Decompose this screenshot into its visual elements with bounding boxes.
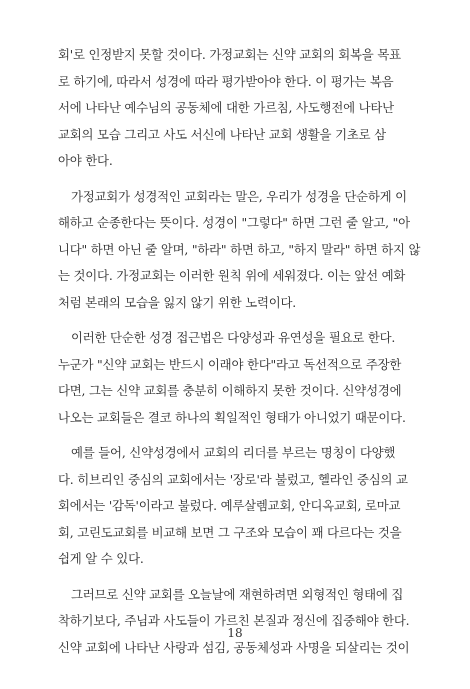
text-line: 로 하기에, 따라서 성경에 따라 평가받아야 한다. 이 평가는 복음 — [58, 73, 394, 89]
text-line: 교회의 모습 그리고 사도 서신에 나타난 교회 생활을 기초로 삼 — [58, 126, 386, 142]
text-line: 해하고 순종한다는 뜻이다. 성경이 "그렇다" 하면 그런 줄 알고, "아 — [58, 215, 410, 230]
text-line: 가정교회가 성경적인 교회라는 말은, 우리가 성경을 단순하게 이 — [71, 188, 407, 204]
text-line: 누군가 "신약 교회는 반드시 이래야 한다"라고 독선적으로 주장한 — [58, 356, 402, 372]
paragraph-4 — [58, 440, 414, 573]
paragraph-5 — [58, 582, 414, 662]
page-number: 18 — [227, 626, 243, 640]
document-page — [58, 42, 421, 670]
text-line: 이러한 단순한 성경 접근법은 다양성과 유연성을 필요로 한다. — [71, 330, 396, 345]
text-line: 쉽게 알 수 있다. — [58, 551, 144, 566]
text-line: 니다" 하면 아닌 줄 알며, "하라" 하면 하고, "하지 말라" 하면 하지 않 — [58, 241, 421, 257]
text-line: 처럼 본래의 모습을 잃지 않기 위한 노력이다. — [58, 294, 297, 310]
text-line: 다. 히브리인 중심의 교회에서는 '장로'라 불렀고, 헬라인 중심의 교 — [58, 471, 408, 487]
text-line: 신약 교회에 나타난 사랑과 섬김, 공동체성과 사명을 되살리는 것이 — [58, 639, 410, 655]
text-line: 다면, 그는 신약 교회를 충분히 이해하지 못한 것이다. 신약성경에 — [58, 383, 402, 398]
text-line: 회에서는 '감독'이라고 불렀다. 예루살렘교회, 안디옥교회, 로마교 — [58, 498, 401, 513]
text-line: 그러므로 신약 교회를 오늘날에 재현하려면 외형적인 형태에 집 — [71, 586, 404, 602]
paragraph-2 — [58, 184, 421, 317]
text-line: 회, 고린도교회를 비교해 보면 그 구조와 모습이 꽤 다르다는 것을 — [58, 524, 402, 540]
text-line: 서에 나타난 예수님의 공동체에 대한 가르침, 사도행전에 나타난 — [58, 100, 394, 115]
text-line: 는 것이다. 가정교회는 이러한 원칙 위에 세워졌다. 이는 앞선 예화 — [58, 268, 406, 283]
text-line: 아야 한다. — [58, 153, 113, 168]
text-line: 나오는 교회들은 결코 하나의 획일적인 형태가 아니었기 때문이다. — [58, 409, 406, 425]
text-line: 예를 들어, 신약성경에서 교회의 리더를 부르는 명칭이 다양했 — [71, 445, 396, 460]
paragraph-3 — [58, 325, 414, 431]
text-line: 착하기보다, 주님과 사도들이 가르친 본질과 정신에 집중해야 한다. — [58, 613, 410, 628]
paragraph-1 — [58, 42, 414, 175]
text-line: 회'로 인정받지 못할 것이다. 가정교회는 신약 교회의 회복을 목표 — [58, 47, 401, 62]
